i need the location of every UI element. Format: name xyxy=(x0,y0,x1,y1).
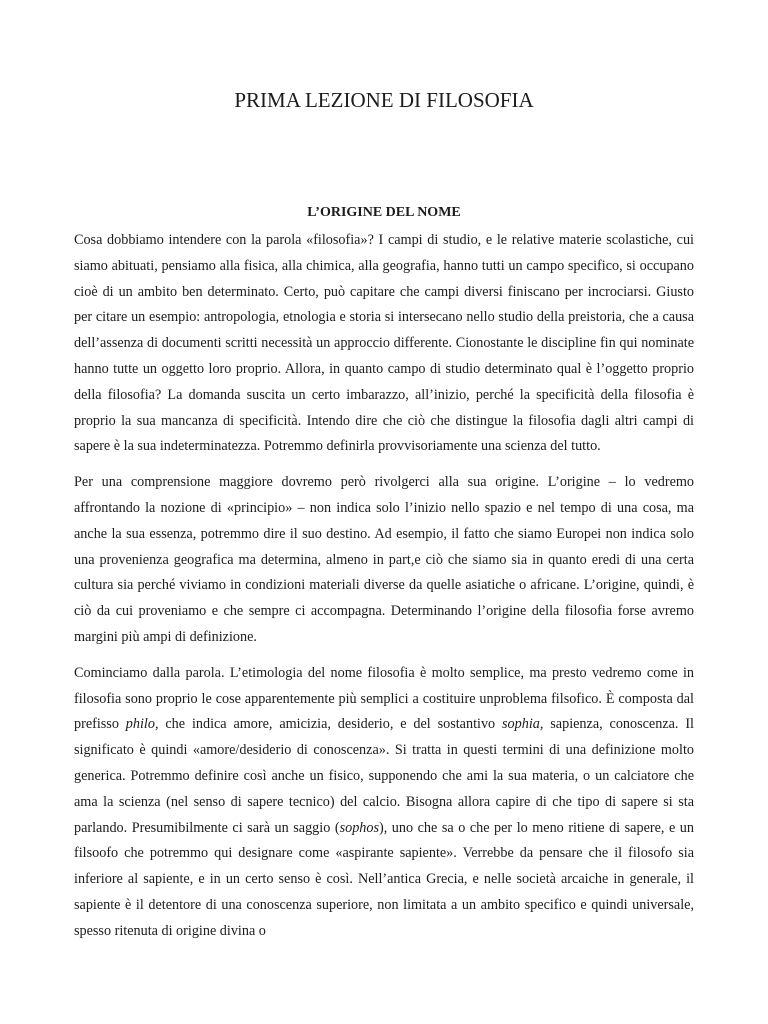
paragraph-text: Per una comprensione maggiore dovremo però rivolgerci alla sua origine. L’origine – lo vedremo affrontando la nozione di «principio» – non indica solo l’inizio nello spazio e nel tempo di una cosa, ma anche la sua essenza, potremmo dire il suo destino. Ad esempio, il fatto che siamo Europei non indica solo una provenienza geografica ma determina, almeno in part,e ciò che siamo sia in quanto eredi di una certa cultura sia perché viviamo in condizioni materiali diverse da quelle asiatiche o africane. L’origine, quindi, è ciò da cui proveniamo e che sempre ci accompagna. Determinando l’origine della filosofia forse avremo margini più ampi di definizione. xyxy=(74,474,694,645)
paragraph xyxy=(74,228,694,460)
paragraph-text: , sapienza, conoscenza. Il significato è quindi «amore/desiderio di conoscenza». Si tratta in questi termini di una definizione molto generica. Potremmo definire così anche un fisico, supponendo che ami la sua materia, o un calciatore che ama la scienza (nel senso di sapere tecnico) del calcio. Bisogna allora capire di che tipo di sapere si sta parlando. Presumibilmente ci sarà un saggio ( xyxy=(74,716,694,836)
paragraph-text: Cosa dobbiamo intendere con la parola «filosofia»? I campi di studio, e le relative materie scolastiche, cui siamo abituati, pensiamo alla fisica, alla chimica, alla geografia, hanno tutti un campo specifico, si occupano cioè di un ambito ben determinato. Certo, può capitare che campi diversi finiscano per incrociarsi. Giusto per citare un esempio: antropologia, etnologia e storia si intersecano nello studio della preistoria, che a causa dell’assenza di documenti scritti necessità un approccio differente. Cionostante le discipline fin qui nominate hanno tutte un oggetto loro proprio. Allora, in quanto campo di studio determinato qual è l’oggetto proprio della filosofia? La domanda suscita un certo imbarazzo, all’inizio, perché la specificità della filosofia è proprio la sua mancanza di specificità. Intendo dire che ciò che distingue la filosofia dagli altri campi di sapere è la sua indeterminatezza. Potremmo definirla provvisoriamente una scienza del tutto. xyxy=(74,232,694,455)
paragraph xyxy=(74,470,694,651)
italic-term: philo xyxy=(125,716,155,733)
section-heading: L’ORIGINE DEL NOME xyxy=(307,205,461,220)
document-title: PRIMA LEZIONE DI FILOSOFIA xyxy=(234,88,534,112)
paragraph-text: , che indica amore, amicizia, desiderio, e del sostantivo xyxy=(154,716,503,733)
italic-term: sophos xyxy=(339,819,379,836)
paragraph-text: Cominciamo dalla parola. L’etimologia del nome filosofia è molto semplice, ma presto vedremo come in filosofia sono proprio le cose apparentemente più semplici a costituire unproblema filsofico. È composta dal prefisso xyxy=(74,664,694,733)
document-body xyxy=(74,228,694,955)
italic-term: sophia xyxy=(502,716,540,733)
paragraph xyxy=(74,661,694,945)
paragraph-text: ), uno che sa o che per lo meno ritiene di sapere, e un filsoofo che potremmo qui designare come «aspirante sapiente». Verrebbe da pensare che il filosofo sia inferiore al sapiente, e in un certo senso è così. Nell’antica Grecia, e nelle società arcaiche in generale, il sapiente è il detentore di una conoscenza superiore, non limitata a un ambito specifico e quindi universale, spesso ritenuta di origine divina o xyxy=(74,819,694,939)
